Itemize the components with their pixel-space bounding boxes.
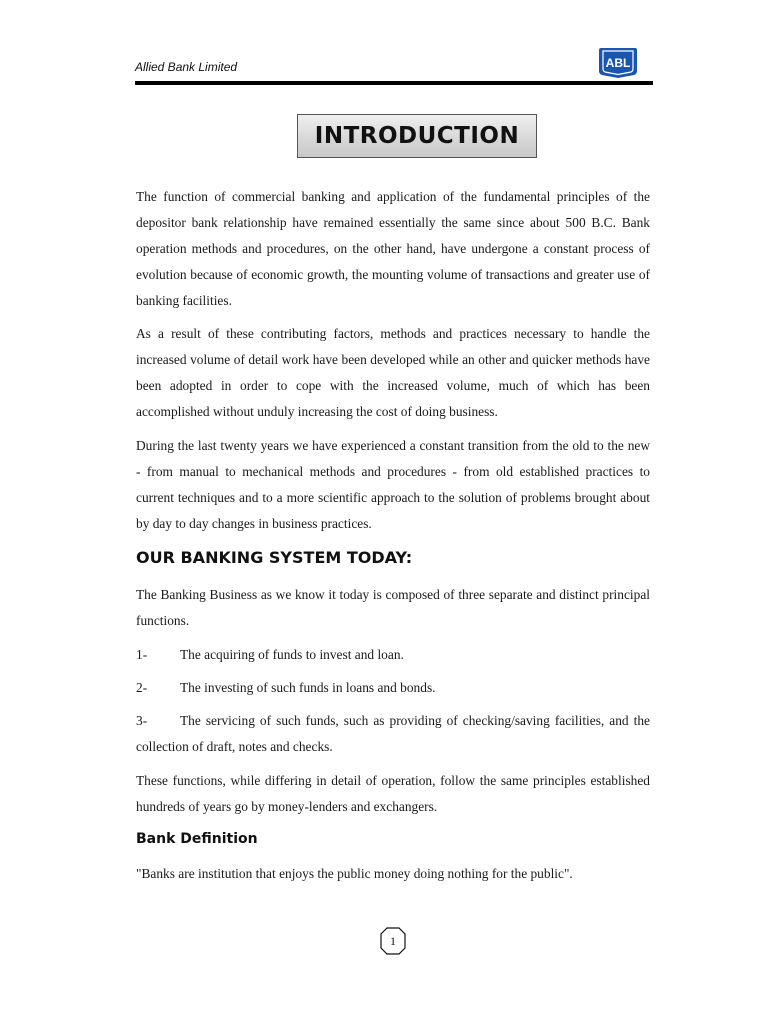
page-number-badge: [380, 927, 406, 955]
function-text: The servicing of such funds, such as providing of checking/saving facilities, and the collection of draft, notes and checks.: [136, 713, 650, 754]
title-box: [297, 114, 537, 158]
abl-logo: [598, 47, 638, 78]
logo-text: ABL: [605, 56, 631, 70]
definition-heading: Bank Definition: [136, 831, 258, 847]
header-company-name: Allied Bank Limited: [135, 60, 238, 74]
intro-paragraph-3: During the last twenty years we have experienced a constant transition from the old to the new - from manual to mechanical methods and procedures - from old established practices to current techniques and to a more scientific approach to the solution of problems brought about by day to day changes in business practices.: [136, 438, 650, 531]
intro-paragraph-1: The function of commercial banking and application of the fundamental principles of the depositor bank relationship have remained essentially the same since about 500 B.C. Bank operation methods and procedures, on the other hand, have undergone a constant process of evolution because of economic growth, the mounting volume of transactions and greater use of banking facilities.: [136, 189, 650, 308]
header-rule: [135, 81, 653, 85]
intro-paragraph-2: As a result of these contributing factors, methods and practices necessary to handle the increased volume of detail work have been developed while an other and quicker methods have been adopted in order to cope with the increased volume, much of which has been accomplished without unduly increasing the cost of doing business.: [136, 326, 650, 419]
function-item: [136, 708, 650, 760]
function-item: [136, 675, 650, 701]
function-text: The investing of such funds in loans and bonds.: [180, 680, 436, 695]
system-intro-paragraph: The Banking Business as we know it today is composed of three separate and distinct principal functions.: [136, 587, 650, 628]
function-item: [136, 642, 650, 668]
page-header: [135, 44, 653, 84]
function-number: 3-: [136, 713, 148, 728]
page-number: 1: [390, 934, 396, 948]
function-number: 2-: [136, 680, 148, 695]
page-title: INTRODUCTION: [314, 123, 520, 149]
function-text: The acquiring of funds to invest and loan.: [180, 647, 404, 662]
definition-quote: "Banks are institution that enjoys the public money doing nothing for the public".: [136, 866, 573, 881]
functions-closing-paragraph: These functions, while differing in detail of operation, follow the same principles established hundreds of years go by money-lenders and exchangers.: [136, 773, 650, 814]
section-heading: OUR BANKING SYSTEM TODAY:: [136, 548, 413, 567]
function-number: 1-: [136, 647, 148, 662]
